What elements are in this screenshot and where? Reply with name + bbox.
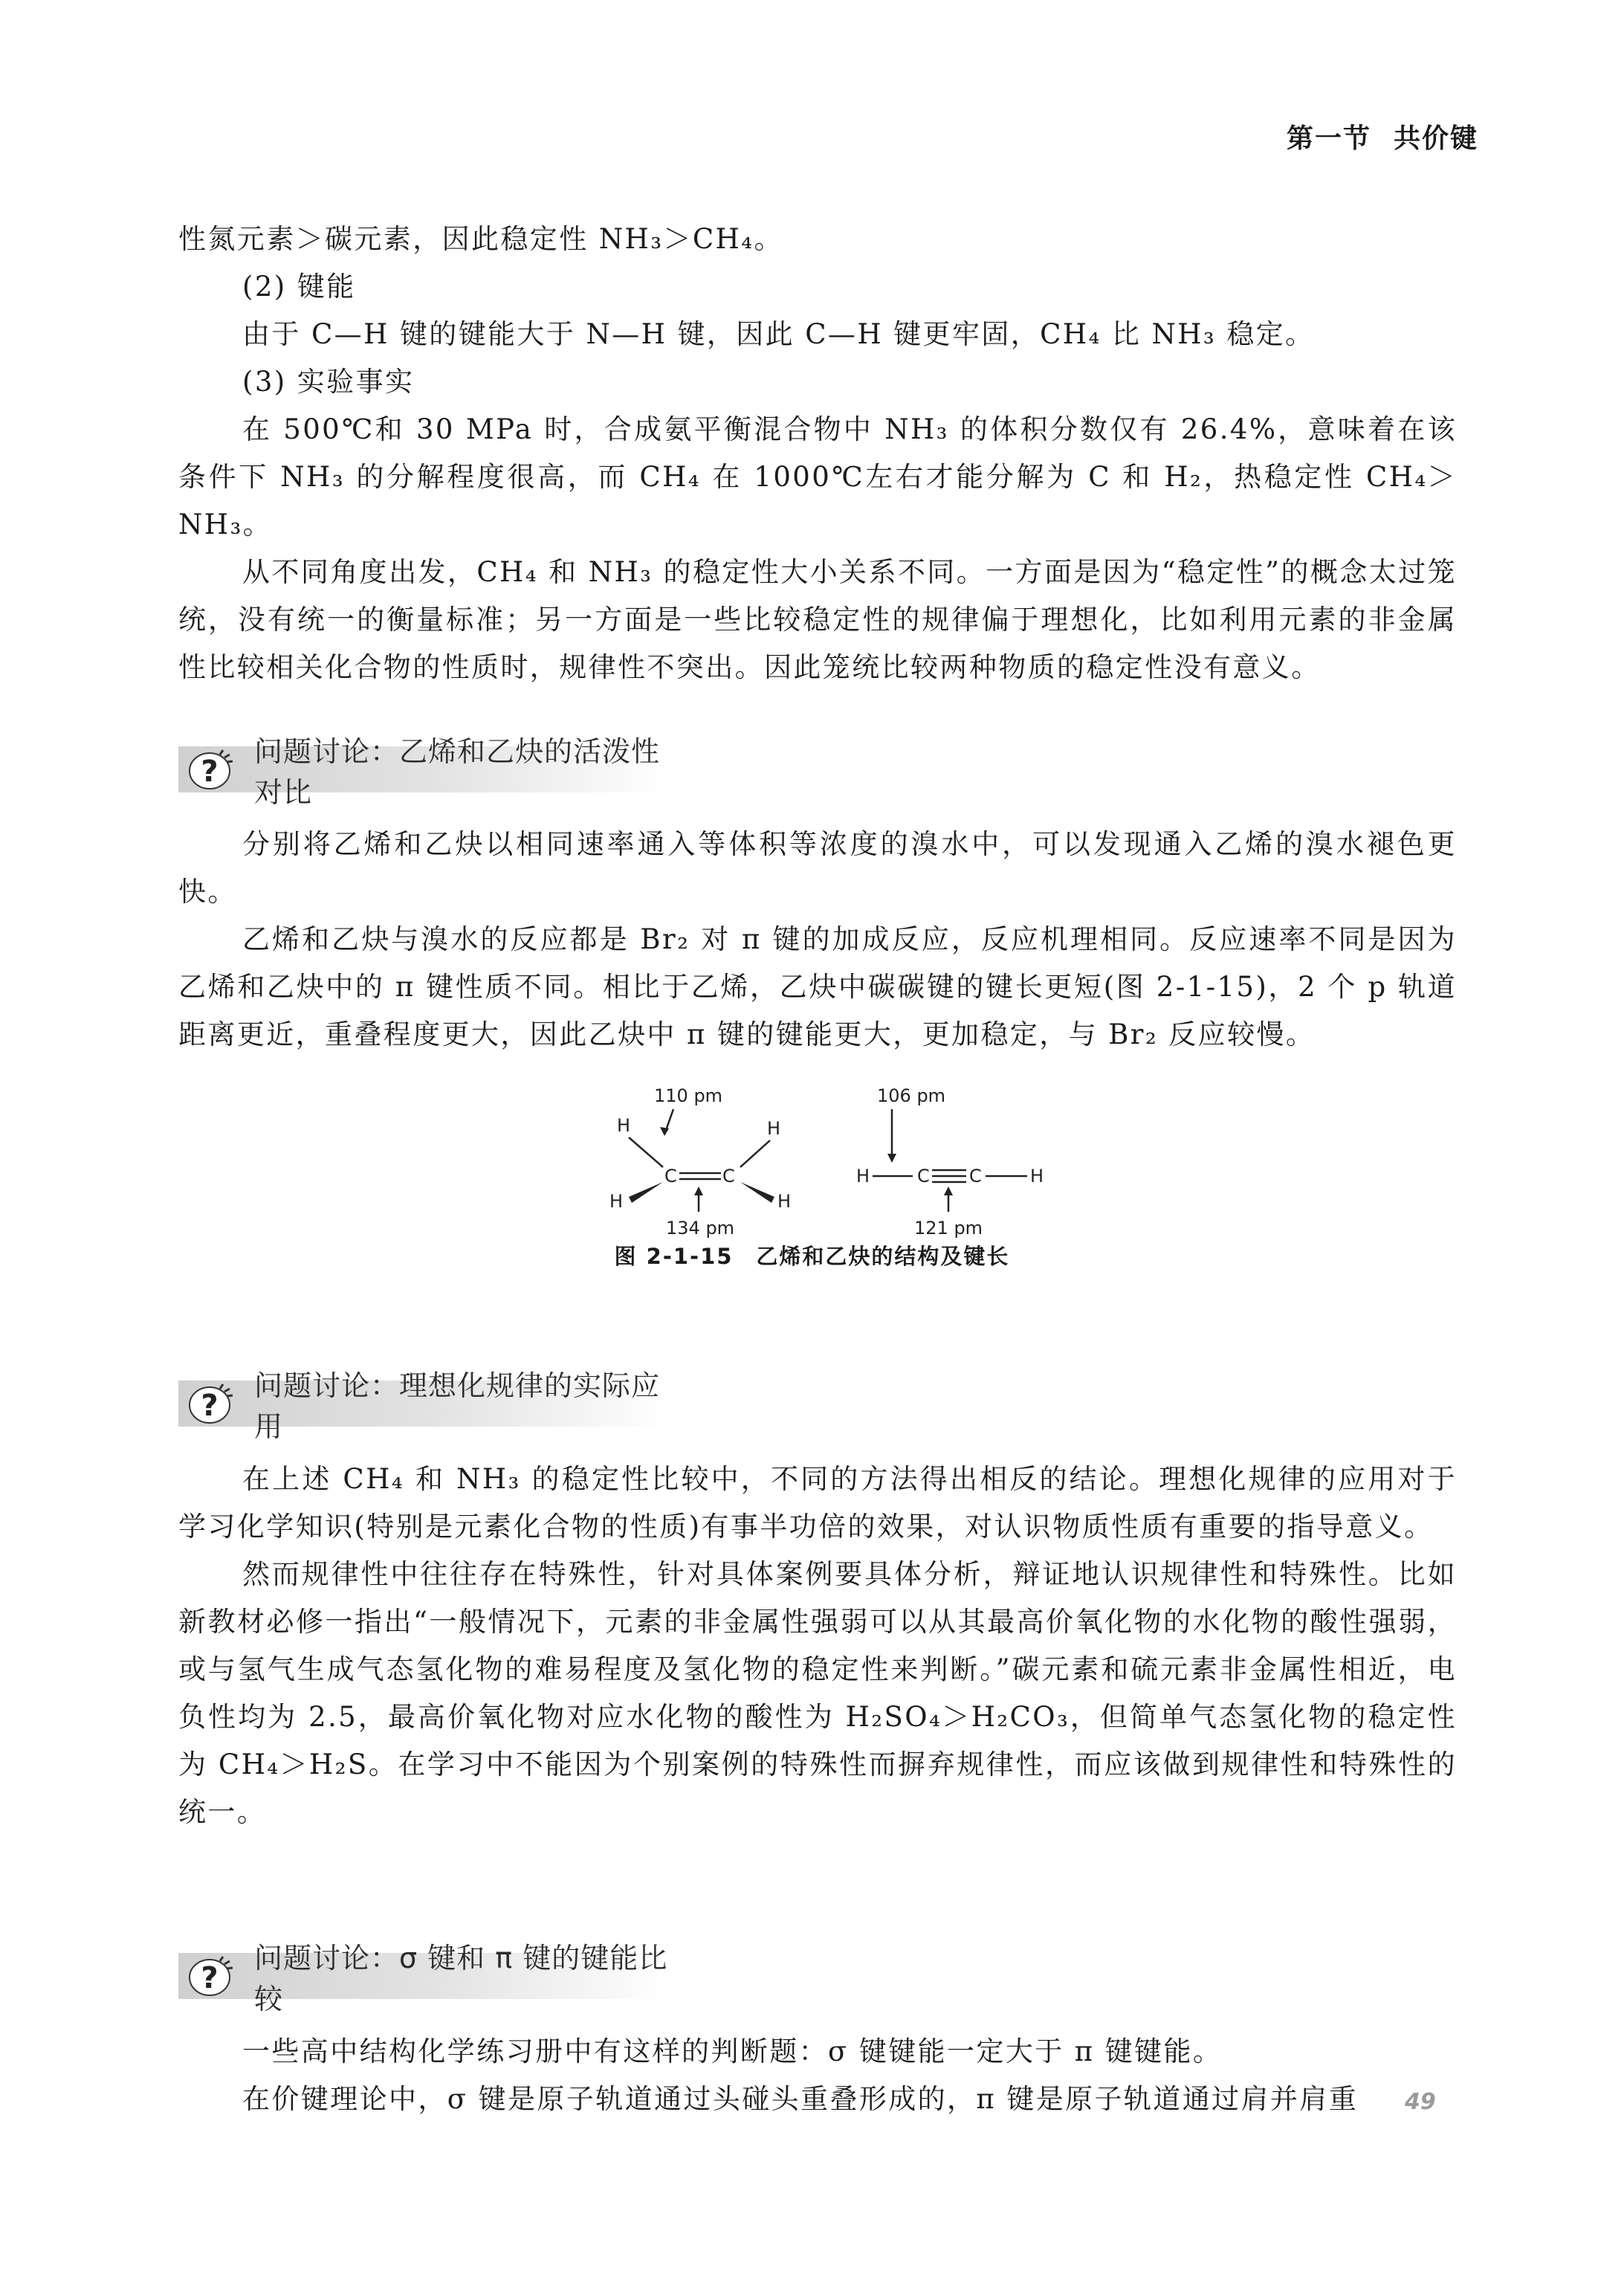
question-discussion-icon: [187, 1383, 236, 1424]
ethylene-h-top-right: H: [767, 1118, 781, 1139]
paragraph-4: (3) 实验事实: [242, 366, 415, 398]
paragraph-1: 性氮元素＞碳元素，因此稳定性 NH₃＞CH₄。: [178, 223, 783, 255]
discussion-2-paragraph-1: 在上述 CH₄ 和 NH₃ 的稳定性比较中，不同的方法得出相反的结论。理想化规律的应用对于学习化学知识(特别是元素化合物的性质)有事半功倍的效果，对认识物质性质有重要的指导意义。: [178, 1463, 1457, 1543]
discussion-3-paragraph-2: 在价键理论中，σ 键是原子轨道通过头碰头重叠形成的，π 键是原子轨道通过肩并肩重: [242, 2083, 1359, 2115]
ethylene-bond-ch-1: [629, 1137, 663, 1167]
discussion-title-1: 问题讨论：乙烯和乙炔的活泼性对比: [254, 735, 661, 809]
acetylene-arrowhead-bottom: [944, 1186, 953, 1195]
ethylene-ch-label: 110 pm: [654, 1085, 723, 1106]
discussion-1-paragraph-1: 分别将乙烯和乙炔以相同速率通入等体积等浓度的溴水中，可以发现通入乙烯的溴水褪色更快。: [178, 828, 1457, 908]
discussion-banner-2: [178, 1369, 669, 1443]
acetylene-c-right: C: [969, 1166, 982, 1186]
discussion-2-body: [178, 1456, 1457, 1836]
svg-text:?: ?: [201, 1961, 219, 1995]
running-header: [1287, 117, 1478, 155]
intro-block: [178, 216, 1457, 691]
ethylene-h-bottom-right: H: [777, 1191, 792, 1212]
ethylene-cc-label: 134 pm: [666, 1218, 735, 1239]
header-section: 第一节: [1286, 123, 1371, 154]
svg-text:?: ?: [201, 1389, 219, 1423]
discussion-title-2: 问题讨论：理想化规律的实际应用: [254, 1369, 661, 1443]
ethylene-h-bottom-left: H: [609, 1191, 624, 1212]
page-number: 49: [1405, 2089, 1436, 2115]
acetylene-cc-label: 121 pm: [914, 1218, 983, 1239]
paragraph-2: (2) 键能: [242, 271, 356, 303]
discussion-3-body: [178, 2028, 1457, 2123]
question-discussion-icon: [187, 1955, 236, 1997]
paragraph-5: 在 500℃和 30 MPa 时，合成氨平衡混合物中 NH₃ 的体积分数仅有 26.4%，意味着在该条件下 NH₃ 的分解程度很高，而 CH₄ 在 1000℃左右才能分解为 C 和 H₂，热稳定性 CH₄＞NH₃。: [178, 413, 1457, 540]
ethylene-acetylene-diagram: [602, 1071, 1063, 1264]
ethylene-arrowhead-bottom: [694, 1186, 703, 1195]
figure-caption: 图 2-1-15 乙烯和乙炔的结构及键长: [614, 1244, 1010, 1269]
acetylene-c-left: C: [917, 1166, 930, 1186]
acetylene-arrowhead-top: [887, 1154, 896, 1163]
bond-length-figure: [602, 1071, 1063, 1264]
paragraph-3: 由于 C—H 键的键能大于 N—H 键，因此 C—H 键更牢固，CH₄ 比 NH₃ 稳定。: [242, 318, 1315, 350]
ethylene-wedge-left: [629, 1182, 663, 1203]
discussion-banner-3: [178, 1942, 669, 2015]
header-title: 共价键: [1393, 123, 1478, 154]
acetylene-h-right: H: [1030, 1166, 1044, 1186]
ethylene-arrowhead-top: [660, 1127, 669, 1136]
acetylene-h-left: H: [856, 1166, 870, 1186]
ethylene-wedge-right: [740, 1182, 774, 1203]
ethylene-c-left: C: [664, 1166, 677, 1186]
ethylene-c-right: C: [722, 1166, 735, 1186]
paragraph-6: 从不同角度出发，CH₄ 和 NH₃ 的稳定性大小关系不同。一方面是因为“稳定性”的概念太过笼统，没有统一的衡量标准；另一方面是一些比较稳定性的规律偏于理想化，比如利用元素的非金属性比较相关化合物的性质时，规律性不突出。因此笼统比较两种物质的稳定性没有意义。: [178, 556, 1457, 683]
discussion-2-paragraph-2: 然而规律性中往往存在特殊性，针对具体案例要具体分析，辩证地认识规律性和特殊性。比如新教材必修一指出“一般情况下，元素的非金属性强弱可以从其最高价氧化物的水化物的酸性强弱，或与氢气生成气态氢化物的难易程度及氢化物的稳定性来判断。”碳元素和硫元素非金属性相近，电负性均为 2.5，最高价氧化物对应水化物的酸性为 H₂SO₄＞H₂CO₃，但简单气态氢化物的稳定性为 CH₄＞H₂S。在学习中不能因为个别案例的特殊性而摒弃规律性，而应该做到规律性和特殊性的统一。: [178, 1558, 1457, 1828]
discussion-1-body: [178, 821, 1457, 1059]
acetylene-ch-label: 106 pm: [877, 1085, 946, 1106]
discussion-banner-1: [178, 735, 669, 809]
ethylene-h-top-left: H: [617, 1115, 631, 1136]
discussion-title-3: 问题讨论：σ 键和 π 键的键能比较: [254, 1942, 668, 2015]
discussion-3-paragraph-1: 一些高中结构化学练习册中有这样的判断题：σ 键键能一定大于 π 键键能。: [242, 2035, 1223, 2067]
ethylene-bond-ch-2: [740, 1140, 770, 1167]
svg-text:?: ?: [201, 755, 219, 789]
discussion-1-paragraph-2: 乙烯和乙炔与溴水的反应都是 Br₂ 对 π 键的加成反应，反应机理相同。反应速率不同是因为乙烯和乙炔中的 π 键性质不同。相比于乙烯，乙炔中碳碳键的键长更短(图 2-1-15)，2 个 p 轨道距离更近，重叠程度更大，因此乙炔中 π 键的键能更大，更加稳定，与 Br₂ 反应较慢。: [178, 923, 1457, 1050]
question-discussion-icon: [187, 749, 236, 790]
